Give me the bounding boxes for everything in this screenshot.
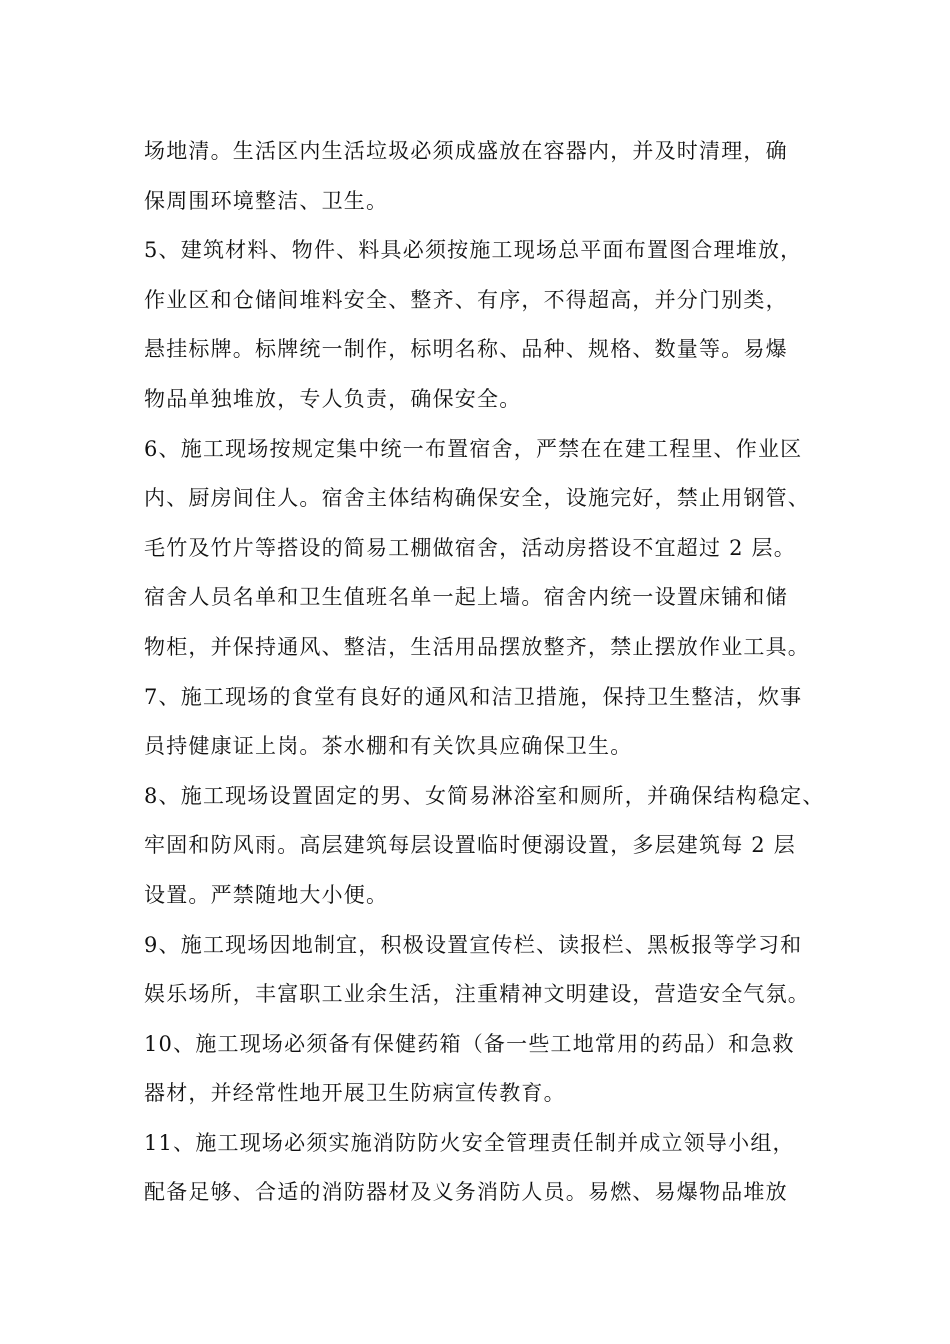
text-line: 宿舍人员名单和卫生值班名单一起上墙。宿舍内统一设置床铺和储 [144, 585, 788, 610]
text-line: 员持健康证上岗。茶水棚和有关饮具应确保卫生。 [144, 734, 633, 759]
text-line: 8、施工现场设置固定的男、女简易淋浴室和厕所，并确保结构稳定、 [144, 783, 825, 808]
text-line: 5、建筑材料、物件、料具必须按施工现场总平面布置图合理堆放， [144, 238, 803, 263]
text-line: 物柜，并保持通风、整洁，生活用品摆放整齐，禁止摆放作业工具。 [144, 634, 810, 659]
text-line: 毛竹及竹片等搭设的简易工棚做宿舍，活动房搭设不宜超过 2 层。 [144, 535, 796, 560]
text-line: 牢固和防风雨。高层建筑每层设置临时便溺设置，多层建筑每 2 层 [144, 833, 796, 858]
text-line: 内、厨房间住人。宿舍主体结构确保安全，设施完好，禁止用钢管、 [144, 486, 810, 511]
text-line: 10、施工现场必须备有保健药箱（备一些工地常用的药品）和急救 [144, 1031, 795, 1056]
text-line: 11、施工现场必须实施消防防火安全管理责任制并成立领导小组， [144, 1130, 795, 1155]
text-line: 9、施工现场因地制宜，积极设置宣传栏、读报栏、黑板报等学习和 [144, 932, 803, 957]
text-line: 6、施工现场按规定集中统一布置宿舍，严禁在在建工程里、作业区 [144, 436, 803, 461]
text-line: 作业区和仓储间堆料安全、整齐、有序，不得超高，并分门别类， [144, 287, 788, 312]
text-line: 7、施工现场的食堂有良好的通风和洁卫措施，保持卫生整洁，炊事 [144, 684, 803, 709]
body-text [144, 131, 834, 1222]
text-line: 场地清。生活区内生活垃圾必须成盛放在容器内，并及时清理，确 [144, 139, 788, 163]
text-line: 物品单独堆放，专人负责，确保安全。 [144, 386, 522, 411]
text-line: 器材，并经常性地开展卫生防病宣传教育。 [144, 1081, 566, 1106]
text-line: 保周围环境整洁、卫生。 [144, 188, 389, 213]
text-line: 悬挂标牌。标牌统一制作，标明名称、品种、规格、数量等。易爆 [144, 337, 788, 362]
text-line: 配备足够、合适的消防器材及义务消防人员。易燃、易爆物品堆放 [144, 1180, 788, 1205]
text-line: 娱乐场所，丰富职工业余生活，注重精神文明建设，营造安全气氛。 [144, 982, 810, 1007]
text-line: 设置。严禁随地大小便。 [144, 882, 389, 907]
